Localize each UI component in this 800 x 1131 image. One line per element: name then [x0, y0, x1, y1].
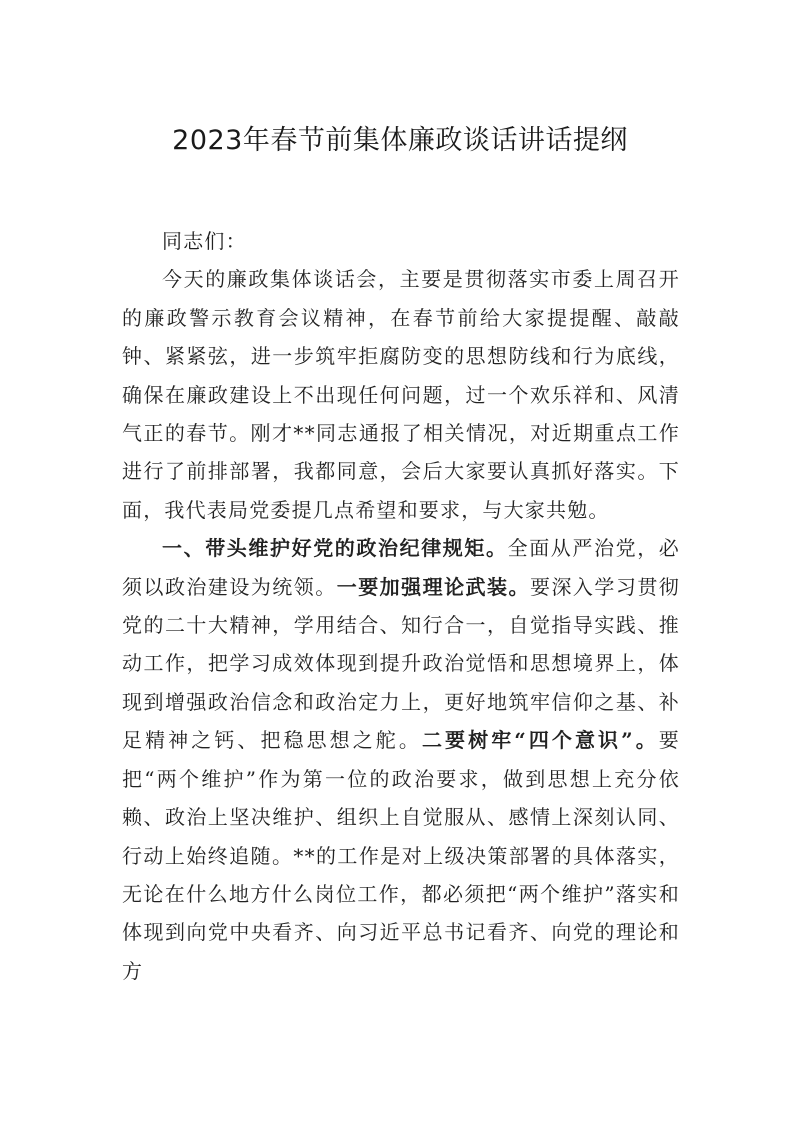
- section-text: 全面从严治党，必须以政治建设为统领。: [122, 536, 680, 599]
- subheading-theory: 一要加强理论武装。: [336, 574, 530, 599]
- document-body: [122, 222, 680, 990]
- subheading-awareness: 二要树牢“四个意识”。: [421, 728, 659, 753]
- section-text: 要深入学习贯彻党的二十大精神，学用结合、知行合一，自觉指导实践、推动工作，把学习成效体现到提升政治觉悟和思想境界上，体现到增强政治信念和政治定力上，更好地筑牢信仰之基、补足精神之钙、把稳思想之舵。: [122, 574, 680, 753]
- section-heading: 一、带头维护好党的政治纪律规矩。: [162, 536, 508, 561]
- salutation: 同志们：: [162, 229, 247, 253]
- paragraph-section-1: [122, 529, 680, 990]
- section-text: 要把“两个维护”作为第一位的政治要求，做到思想上充分依赖、政治上坚决维护、组织上自觉服从、感情上深刻认同、行动上始终追随。**的工作是对上级决策部署的具体落实，无论在什么地方什么岗位工作，都必须把“两个维护”落实和体现到向党中央看齐、向习近平总书记看齐、向党的理论和方: [122, 728, 680, 983]
- paragraph-intro: 今天的廉政集体谈话会，主要是贯彻落实市委上周召开的廉政警示教育会议精神，在春节前给大家提提醒、敲敲钟、紧紧弦，进一步筑牢拒腐防变的思想防线和行为底线，确保在廉政建设上不出现任何问题，过一个欢乐祥和、风清气正的春节。刚才**同志通报了相关情况，对近期重点工作进行了前排部署，我都同意，会后大家要认真抓好落实。下面，我代表局党委提几点希望和要求，与大家共勉。: [122, 267, 680, 522]
- document-title: 2023年春节前集体廉政谈话讲话提纲: [172, 125, 628, 156]
